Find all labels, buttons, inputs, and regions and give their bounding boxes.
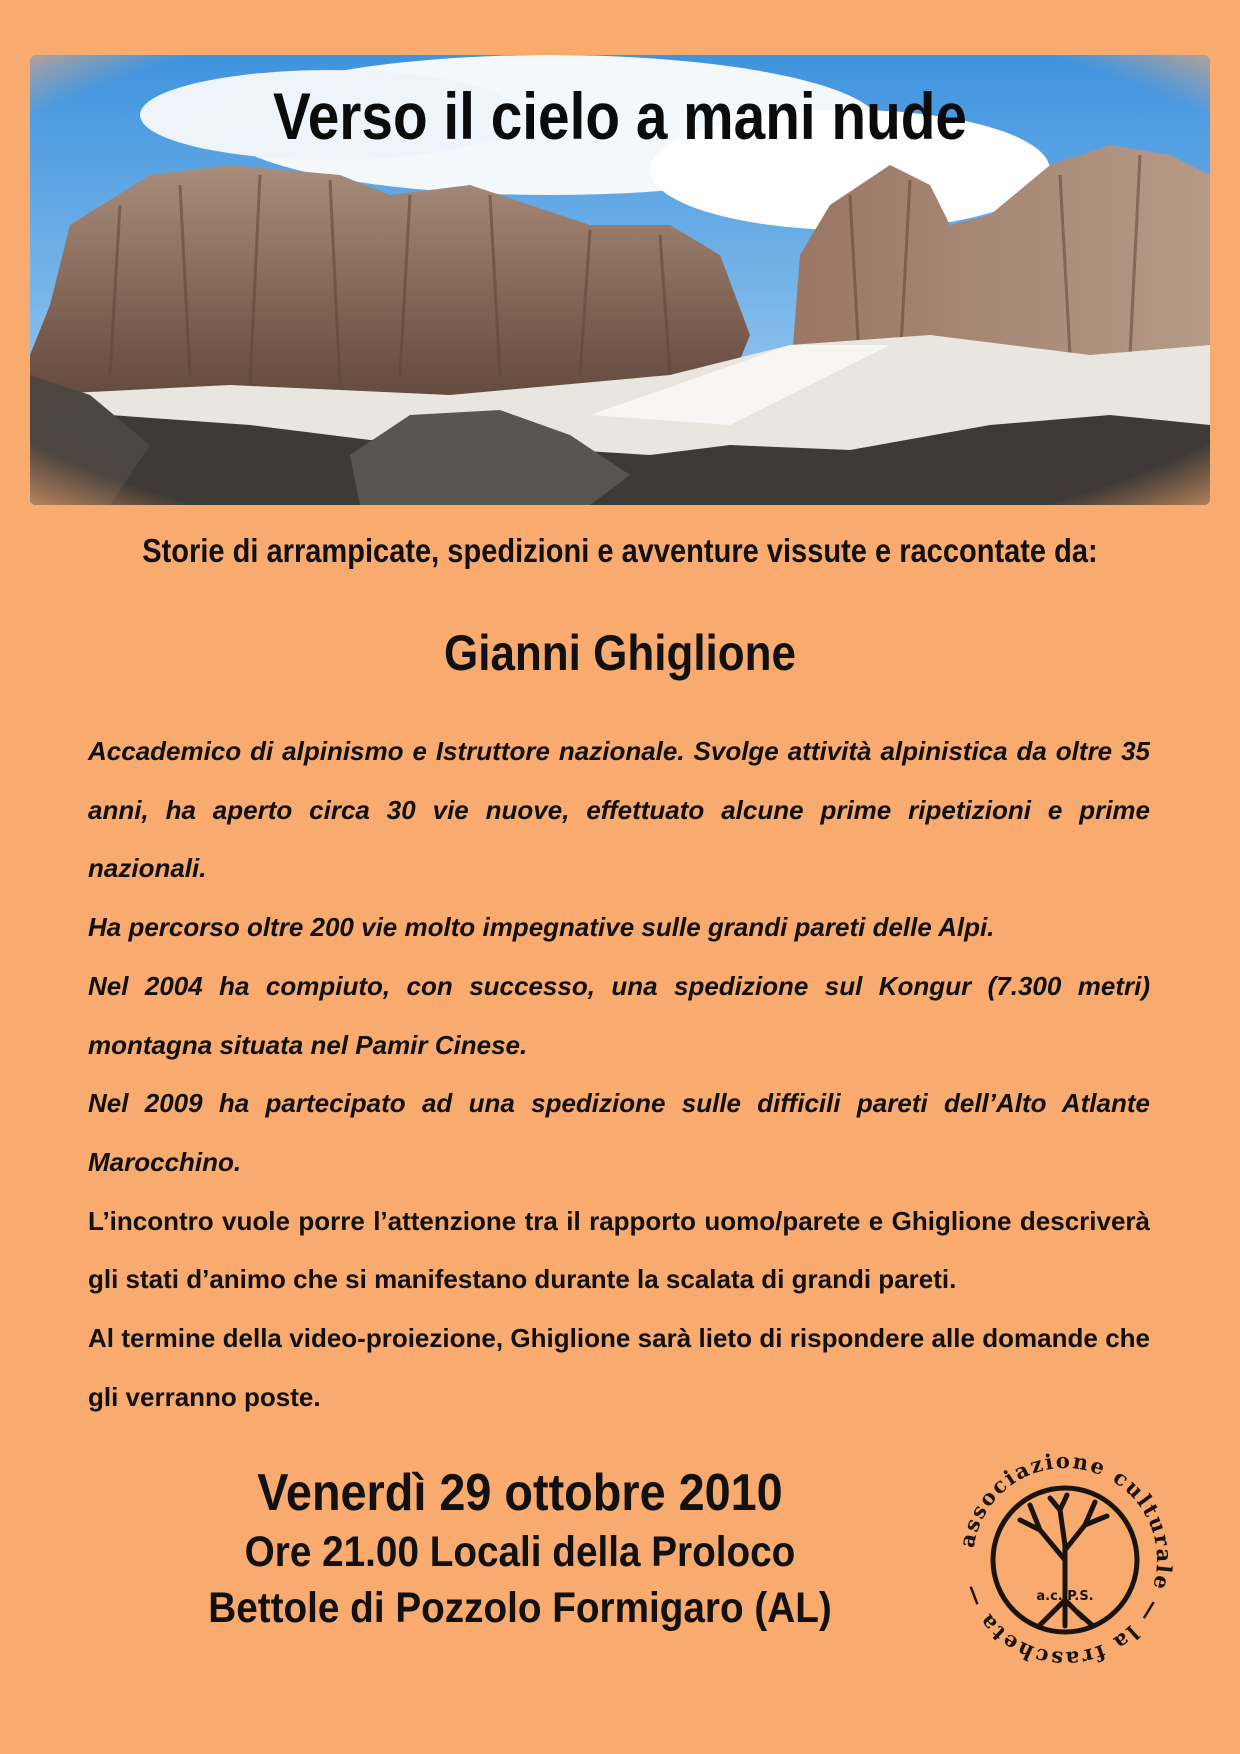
event-info [120,1462,920,1636]
bio-paragraph-3: Nel 2004 ha compiuto, con successo, una spedizione sul Kongur (7.300 metri) montagna situata nel Pamir Cinese. [88,970,1150,1060]
speaker-bio [88,722,1150,1426]
logo-ring-text: associazione culturale — la frascheta — [955,1450,1175,1670]
bio-paragraph-4: Nel 2009 ha partecipato ad una spedizione sulle difficili pareti dell’Alto Atlante Marocchino. [88,1088,1150,1177]
logo-initials: a.c. P.S. [1036,1589,1094,1604]
bio-paragraph-1: Accademico di alpinismo e Istruttore nazionale. Svolge attività alpinistica da oltre 35 anni, ha aperto circa 30 vie nuove, effettuato alcune prime ripetizioni e prime nazionali. [88,736,1150,884]
subtitle: Storie di arrampicate, spedizioni e avventure vissute e raccontate da: [142,532,1098,569]
bio-paragraph-6: Al termine della video-proiezione, Ghiglione sarà lieto di rispondere alle domande che gli verranno poste. [88,1323,1150,1412]
bio-paragraph-2: Ha percorso oltre 200 vie molto impegnative sulle grandi pareti delle Alpi. [88,912,995,943]
event-time-place: Ore 21.00 Locali della Proloco [244,1528,796,1576]
event-location: Bettole di Pozzolo Formigaro (AL) [208,1584,832,1632]
tree-icon [1020,1495,1107,1626]
speaker-name: Gianni Ghiglione [444,625,796,681]
bio-paragraph-5: L’incontro vuole porre l’attenzione tra il rapporto uomo/parete e Ghiglione descriverà gli stati d’animo che si manifestano durante la scalata di grandi pareti. [88,1205,1150,1295]
event-date: Venerdì 29 ottobre 2010 [257,1464,783,1522]
association-logo [955,1450,1175,1670]
poster-title: Verso il cielo a mani nude [273,79,967,153]
